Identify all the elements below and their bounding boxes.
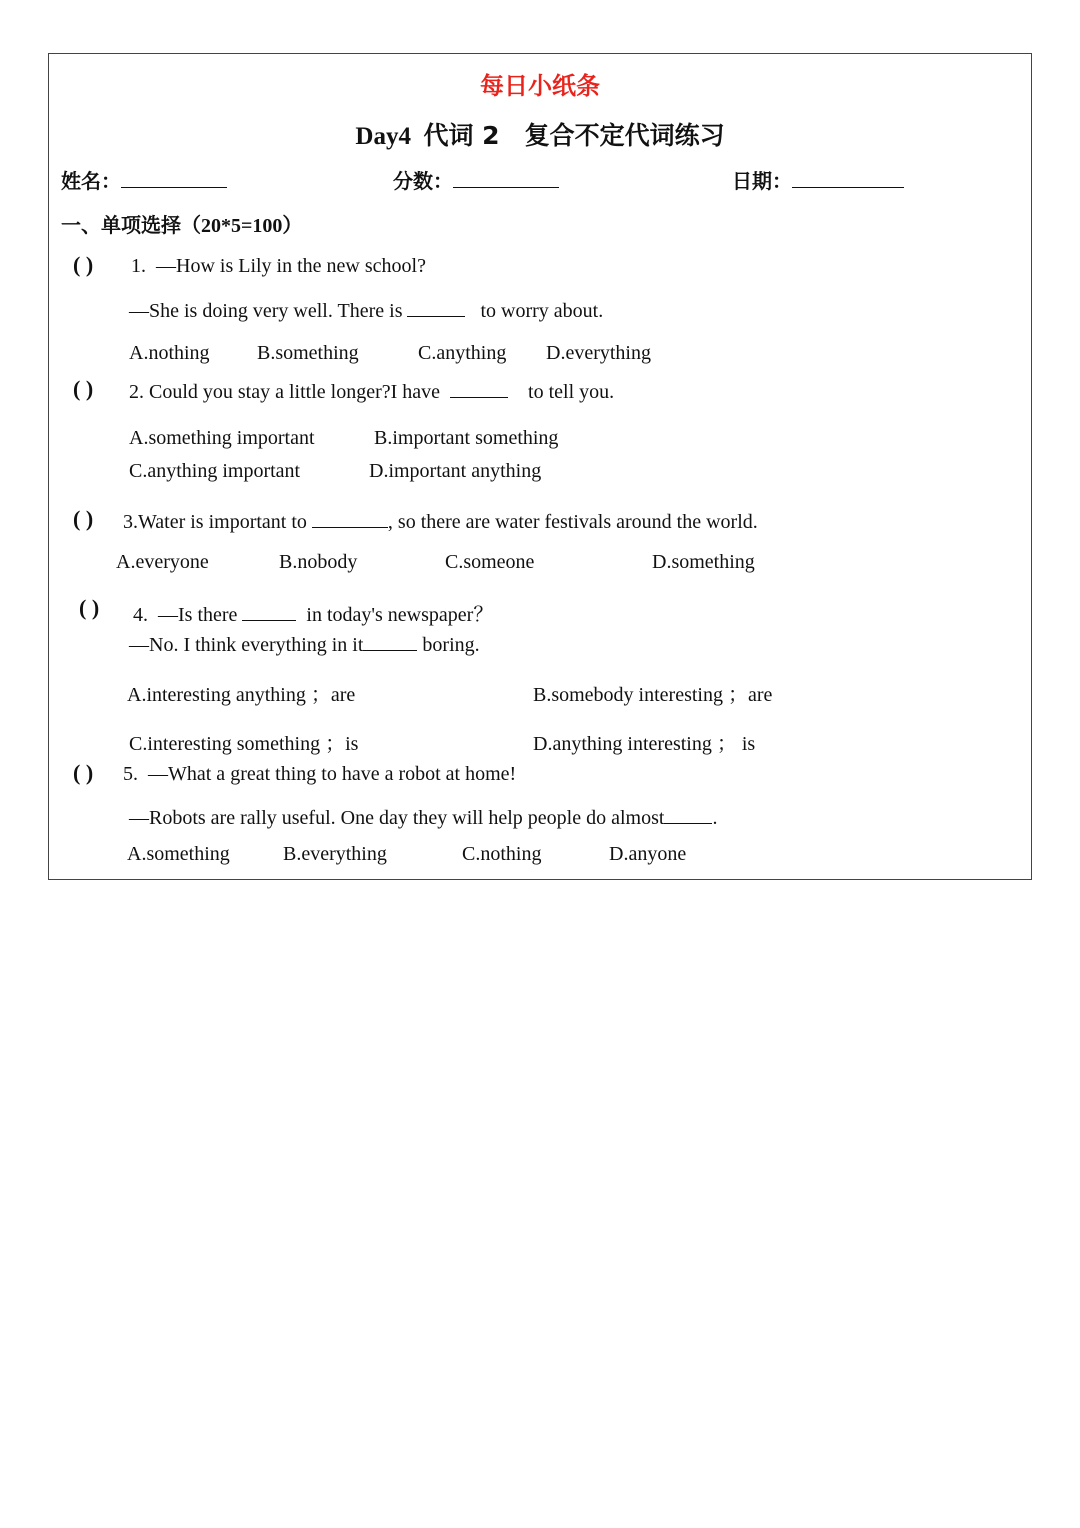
- option-d[interactable]: D.something: [652, 551, 755, 573]
- answer-blank[interactable]: [312, 509, 388, 528]
- answer-paren-2[interactable]: ( ): [73, 376, 94, 401]
- question-number: 1.: [131, 255, 146, 277]
- question-2: [129, 379, 614, 404]
- option-c[interactable]: C.nothing: [462, 843, 542, 865]
- name-label: 姓名：: [61, 169, 121, 193]
- question-number: 2.: [129, 381, 144, 403]
- question-number: 3.: [123, 511, 138, 533]
- question-text: —She is doing very well. There is: [129, 300, 403, 322]
- section-points: 20*5=100: [201, 215, 283, 237]
- question-1-line2: [129, 298, 603, 323]
- question-text: —What a great thing to have a robot at home!: [148, 763, 517, 785]
- question-text: in today's newspaper？: [306, 604, 494, 626]
- answer-paren-1[interactable]: ( ): [73, 252, 94, 277]
- topic-label: 代词 2: [423, 121, 500, 150]
- section-close: ）: [282, 213, 303, 237]
- answer-blank[interactable]: [407, 298, 465, 317]
- answer-blank[interactable]: [450, 379, 508, 398]
- option-b[interactable]: B.everything: [283, 843, 387, 865]
- worksheet-subtitle: [49, 116, 1031, 152]
- score-label: 分数：: [393, 169, 453, 193]
- question-text: .: [712, 807, 718, 829]
- name-field: [61, 165, 227, 194]
- answer-paren-5[interactable]: ( ): [73, 760, 94, 785]
- question-5-line2: [129, 805, 717, 830]
- question-text: boring.: [422, 634, 480, 656]
- answer-blank[interactable]: [363, 632, 417, 651]
- worksheet-frame: [48, 53, 1032, 880]
- option-c[interactable]: C.interesting something ；is: [129, 733, 359, 755]
- option-c[interactable]: C.someone: [445, 551, 535, 573]
- option-a[interactable]: A.something important: [129, 427, 315, 449]
- question-number: 4.: [133, 604, 148, 626]
- question-4: [133, 598, 493, 627]
- score-blank[interactable]: [453, 187, 559, 188]
- option-d[interactable]: D.important anything: [369, 460, 542, 482]
- option-b[interactable]: B.important something: [374, 427, 559, 449]
- option-d[interactable]: D.anything interesting ； is: [533, 733, 756, 755]
- subtopic-label: 复合不定代词练习: [524, 121, 725, 150]
- section-title-text: 一、单项选择（: [61, 213, 201, 237]
- option-d[interactable]: D.everything: [546, 342, 651, 364]
- answer-paren-3[interactable]: ( ): [73, 506, 94, 531]
- day-label: Day4: [355, 123, 411, 150]
- option-a[interactable]: A.nothing: [129, 342, 210, 364]
- question-number: 5.: [123, 763, 138, 785]
- option-d[interactable]: D.anyone: [609, 843, 687, 865]
- option-b[interactable]: B.something: [257, 342, 359, 364]
- question-text: —Robots are rally useful. One day they will help people do almost: [129, 807, 665, 829]
- name-blank[interactable]: [121, 187, 227, 188]
- question-text: —No. I think everything in it: [129, 634, 364, 656]
- date-label: 日期：: [732, 169, 792, 193]
- question-1: [131, 255, 426, 278]
- option-a[interactable]: A.something: [127, 843, 230, 865]
- answer-blank[interactable]: [242, 602, 296, 621]
- question-text: to worry about.: [480, 300, 604, 322]
- option-a[interactable]: A.everyone: [116, 551, 209, 573]
- option-a[interactable]: A.interesting anything ；are: [127, 684, 356, 706]
- question-text: to tell you.: [528, 381, 615, 403]
- score-field: [393, 165, 559, 194]
- question-text: —Is there: [158, 604, 238, 626]
- answer-paren-4[interactable]: ( ): [79, 595, 100, 620]
- answer-blank[interactable]: [664, 805, 712, 824]
- section-title: [61, 209, 302, 238]
- question-5: [123, 763, 516, 786]
- question-text: —How is Lily in the new school?: [156, 255, 426, 277]
- date-field: [732, 165, 904, 194]
- option-b[interactable]: B.somebody interesting ；are: [533, 684, 773, 706]
- question-text: , so there are water festivals around the world.: [387, 511, 758, 533]
- worksheet-title: 每日小纸条: [480, 72, 600, 100]
- question-text: Water is important to: [138, 511, 307, 533]
- date-blank[interactable]: [792, 187, 904, 188]
- question-4-line2: [129, 632, 480, 657]
- option-c[interactable]: C.anything: [418, 342, 507, 364]
- question-text: Could you stay a little longer?I have: [149, 381, 441, 403]
- option-c[interactable]: C.anything important: [129, 460, 301, 482]
- question-3: [123, 509, 758, 534]
- option-b[interactable]: B.nobody: [279, 551, 358, 573]
